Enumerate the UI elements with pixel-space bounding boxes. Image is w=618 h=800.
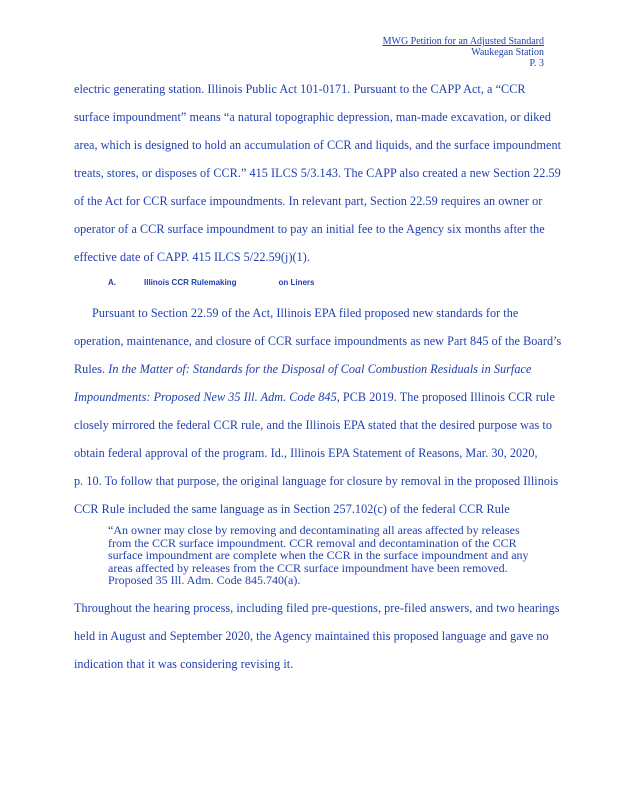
text-line: indication that it was considering revising it. [74, 656, 294, 671]
text-line: held in August and September 2020, the Agency maintained this proposed language and gave no [74, 628, 549, 643]
text-line: electric generating station. Illinois Public Act 101-0171. Pursuant to the CAPP Act, a “CCR [74, 82, 526, 96]
quote-line: Proposed 35 Ill. Adm. Code 845.740(a). [108, 573, 301, 587]
text-line [74, 360, 552, 388]
text-line: effective date of CAPP. 415 ILCS 5/22.59(j)(1). [74, 250, 311, 264]
quote-line: from the CCR surface impoundment. CCR removal and decontamination of the CCR [108, 535, 517, 550]
text-line [74, 388, 555, 416]
text-line: of the Act for CCR surface impoundments. In relevant part, Section 22.59 requires an owner or [74, 194, 543, 208]
section-heading [74, 276, 552, 304]
quote-line: areas affected by releases from the CCR surface impoundment have been removed. [108, 560, 508, 575]
block-quote [74, 524, 552, 587]
text-line: surface impoundment” means “a natural topographic depression, man-made excavation, or diked [74, 110, 551, 124]
case-citation: In the Matter of: Standards for the Disposal of Coal Combustion Residuals in Surface [108, 362, 532, 376]
page-header [383, 36, 544, 69]
text-run: , PCB 2019. The proposed Illinois CCR rule [336, 390, 555, 404]
text-line: p. 10. To follow that purpose, the original language for closure by removal in the proposed Illinois [74, 474, 559, 488]
text-line: treats, stores, or disposes of CCR.” 415 ILCS 5/3.143. The CAPP also created a new Section 22.59 [74, 166, 561, 180]
case-citation: Impoundments: Proposed New 35 Ill. Adm. Code 845 [74, 390, 337, 404]
section-letter: A. [108, 278, 116, 287]
text-line: closely mirrored the federal CCR rule, and the Illinois EPA stated that the desired purpose was to [74, 418, 552, 432]
text-line: area, which is designed to hold an accumulation of CCR and liquids, and the surface impoundment [74, 138, 562, 152]
text-line: operation, maintenance, and closure of CCR surface impoundments as new Part 845 of the Board’s [74, 334, 562, 348]
text-run: Rules. [74, 362, 109, 376]
quote-line: surface impoundment are complete when the CCR in the surface impoundment and any [108, 548, 529, 562]
quote-line: “An owner may close by removing and decontaminating all areas affected by releases [108, 523, 520, 537]
text-line: operator of a CCR surface impoundment to pay an initial fee to the Agency six months after the [74, 222, 545, 236]
text-line: CCR Rule included the same language as in Section 257.102(c) of the federal CCR Rule [74, 502, 510, 516]
section-title-suffix: on Liners [278, 278, 315, 287]
document-body [74, 80, 562, 683]
text-line: Throughout the hearing process, including filed pre-questions, pre-filed answers, and two hearings [74, 600, 560, 615]
header-station-name: Waukegan Station [471, 47, 544, 58]
text-line: obtain federal approval of the program. Id., Illinois EPA Statement of Reasons, Mar. 30, 2020, [74, 446, 538, 460]
section-title: Illinois CCR Rulemaking [144, 278, 237, 287]
paragraph-hearing-process [74, 599, 560, 683]
header-petition-title: MWG Petition for an Adjusted Standard [382, 36, 544, 47]
paragraph-capp-act [74, 80, 562, 276]
page-number: P. 3 [529, 58, 544, 69]
text-line: Pursuant to Section 22.59 of the Act, Illinois EPA filed proposed new standards for the [92, 306, 519, 320]
paragraph-illinois-rulemaking [74, 304, 562, 528]
